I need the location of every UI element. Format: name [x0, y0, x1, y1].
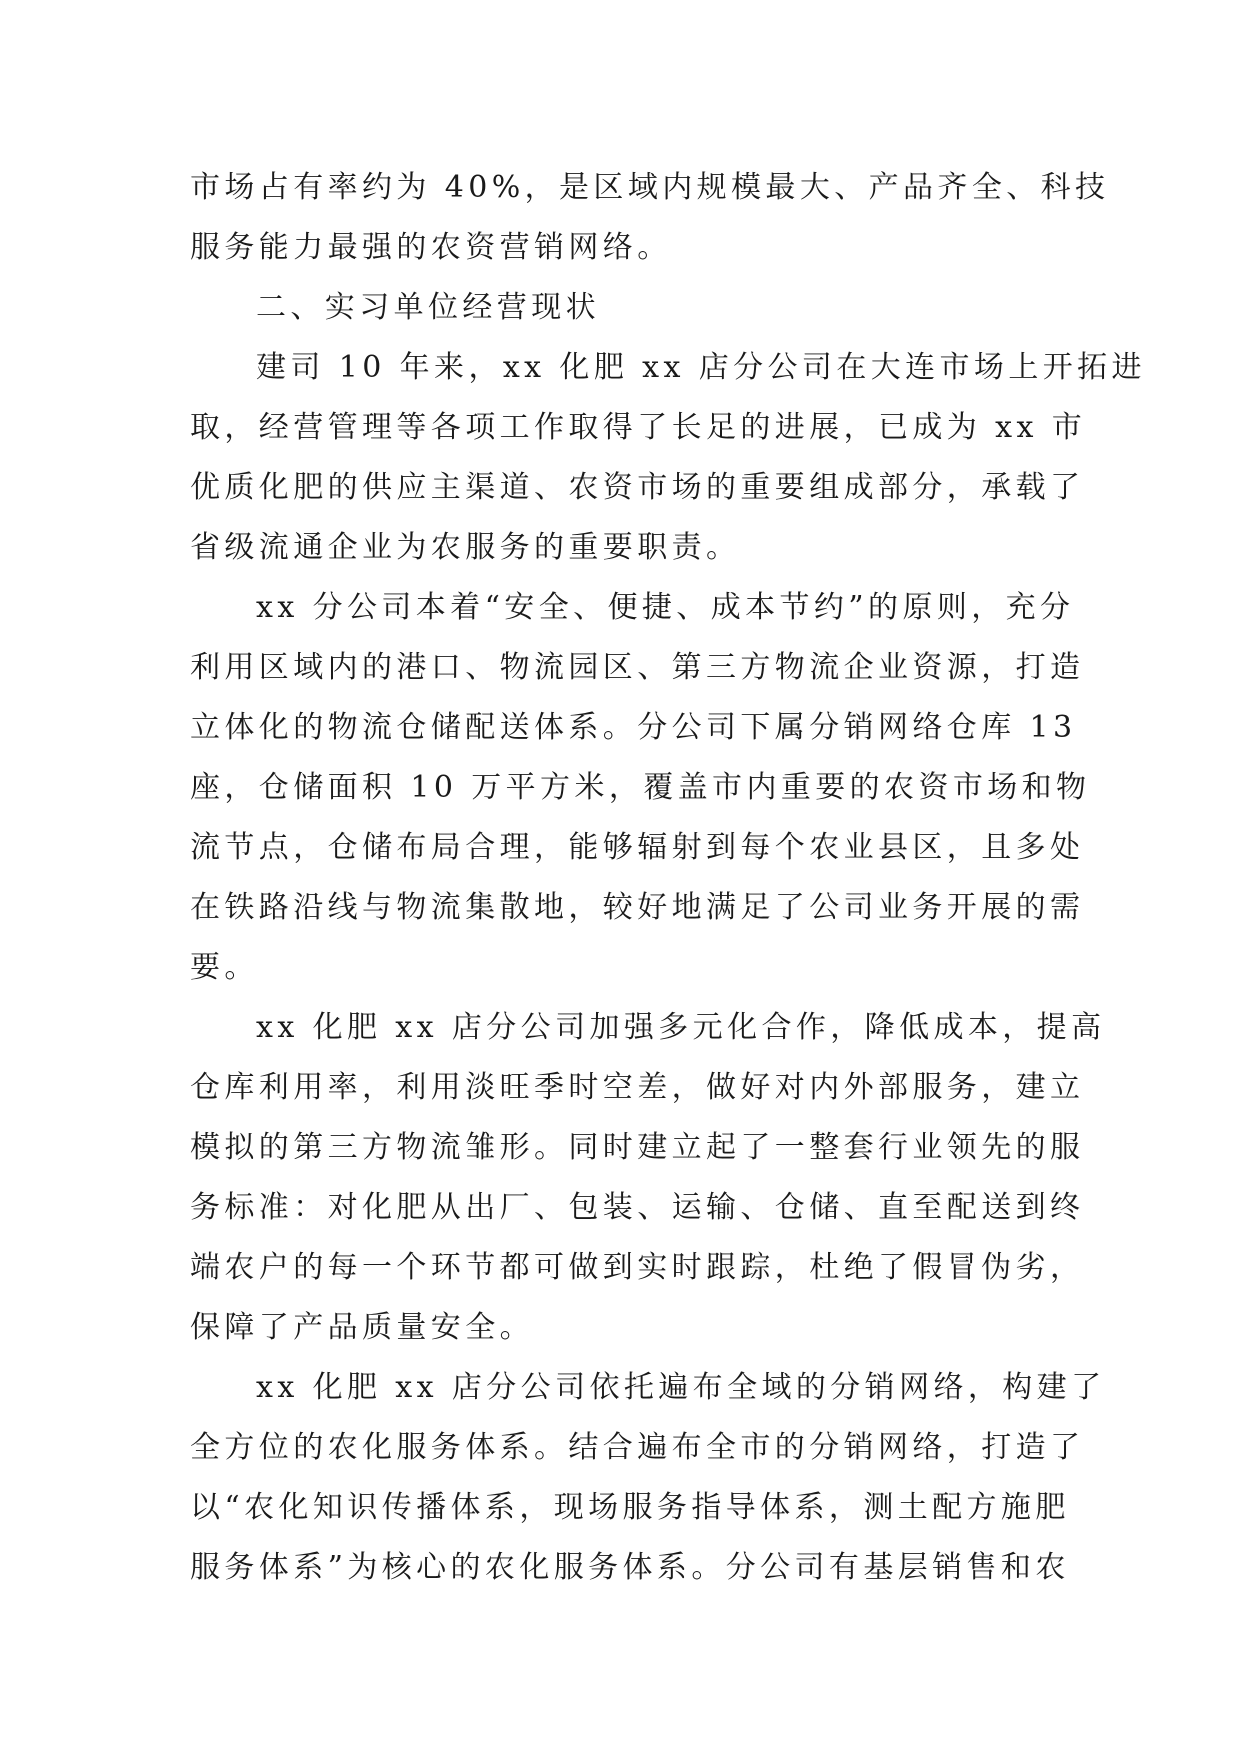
text-line: 模拟的第三方物流雏形。同时建立起了一整套行业领先的服	[190, 1130, 1085, 1165]
text-line: 市场占有率约为 40%，是区域内规模最大、产品齐全、科技	[190, 170, 1110, 205]
text-line: 仓库利用率，利用淡旺季时空差，做好对内外部服务，建立	[190, 1070, 1085, 1105]
text-line: 立体化的物流仓储配送体系。分公司下属分销网络仓库 13	[190, 710, 1077, 745]
paragraph-company-history	[190, 338, 1146, 578]
text-line: 座，仓储面积 10 万平方米，覆盖市内重要的农资市场和物	[190, 770, 1091, 805]
text-line: xx 化肥 xx 店分公司依托遍布全域的分销网络，构建了	[256, 1370, 1106, 1405]
text-line: xx 分公司本着“安全、便捷、成本节约”的原则，充分	[256, 590, 1075, 625]
text-line: 务标准：对化肥从出厂、包装、运输、仓储、直至配送到终	[190, 1190, 1085, 1225]
text-line: 全方位的农化服务体系。结合遍布全市的分销网络，打造了	[190, 1430, 1085, 1465]
text-line: 端农户的每一个环节都可做到实时跟踪，杜绝了假冒伪劣，	[190, 1250, 1085, 1285]
text-line: 服务能力最强的农资营销网络。	[190, 230, 672, 265]
text-line: 利用区域内的港口、物流园区、第三方物流企业资源，打造	[190, 650, 1085, 685]
text-line: 要。	[190, 950, 259, 985]
section-heading	[190, 278, 1050, 338]
text-line: 以“农化知识传播体系，现场服务指导体系，测土配方施肥	[190, 1490, 1070, 1525]
text-line: 优质化肥的供应主渠道、农资市场的重要组成部分，承载了	[190, 470, 1085, 505]
section-heading-text: 二、实习单位经营现状	[256, 290, 600, 325]
text-line: 在铁路沿线与物流集散地，较好地满足了公司业务开展的需	[190, 890, 1085, 925]
text-line: 建司 10 年来，xx 化肥 xx 店分公司在大连市场上开拓进	[256, 350, 1146, 385]
text-line: 省级流通企业为农服务的重要职责。	[190, 530, 741, 565]
text-line: 流节点，仓储布局合理，能够辐射到每个农业县区，且多处	[190, 830, 1085, 865]
text-line: 保障了产品质量安全。	[190, 1310, 534, 1345]
paragraph-agro-service	[190, 1358, 1106, 1598]
paragraph-market-share	[190, 158, 1110, 278]
paragraph-cooperation	[190, 998, 1106, 1358]
document-body	[190, 158, 1146, 1598]
text-line: 取，经营管理等各项工作取得了长足的进展，已成为 xx 市	[190, 410, 1087, 445]
text-line: xx 化肥 xx 店分公司加强多元化合作，降低成本，提高	[256, 1010, 1106, 1045]
text-line: 服务体系”为核心的农化服务体系。分公司有基层销售和农	[190, 1550, 1070, 1585]
paragraph-logistics	[190, 578, 1091, 998]
